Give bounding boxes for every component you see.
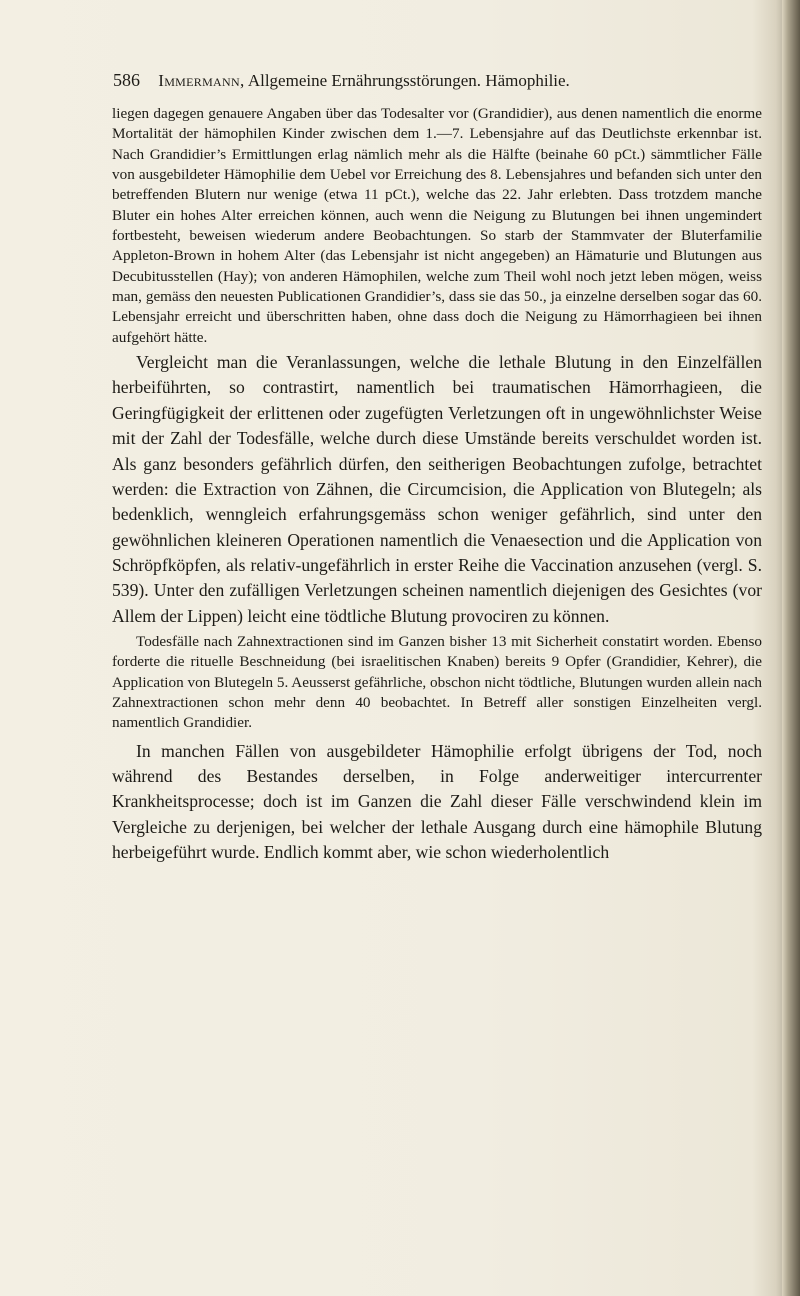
page-binding-shadow bbox=[782, 0, 800, 1296]
running-header bbox=[113, 68, 733, 92]
header-title: Allgemeine Ernährungsstörungen. Hämophilie. bbox=[247, 71, 570, 90]
header-author: Immermann, bbox=[158, 71, 245, 90]
paragraph-small-2: Todesfälle nach Zahnextractionen sind im Ganzen bisher 13 mit Sicherheit constatirt worden. Ebenso forderte die rituelle Beschneidung (bei israelitischen Knaben) bereits 9 Opfer (Grandidier, Kehrer), die Application von Blutegeln 5. Aeusserst gefährliche, obschon nicht tödtliche, Blutungen wurden allein nach Zahnextractionen schon mehr denn 40 beobachtet. In Betreff aller sonstigen Einzelheiten vergl. namentlich Grandidier. bbox=[112, 632, 762, 732]
paragraph-small-1: liegen dagegen genauere Angaben über das Todesalter vor (Grandidier), aus denen namentlich die enorme Mortalität der hämophilen Kinder zwischen dem 1.—7. Lebensjahre auf das Deutlichste erkennbar ist. Nach Grandidier’s Ermittlungen erlag nämlich mehr als die Hälfte (beinahe 60 pCt.) sämmtlicher Fälle von ausgebildeter Hämophilie dem Uebel vor Erreichung des 8. Lebensjahres und befanden sich unter den betreffenden Blutern nur wenige (etwa 11 pCt.), welche das 22. Jahr erlebten. Dass trotzdem manche Bluter ein hohes Alter erreichen können, auch wenn die Neigung zu Blutungen bei ihnen ungemindert fortbesteht, beweisen wiederum andere Beobachtungen. So starb der Stammvater der Bluterfamilie Appleton-Brown in hohem Alter (das Lebensjahr ist nicht angegeben) an Hämaturie und Blutungen aus Decubitusstellen (Hay); von anderen Hämophilen, welche zum Theil wohl noch jetzt leben mögen, weiss man, gemäss den neuesten Publicationen Grandidier’s, dass sie das 50., ja einzelne derselben sogar das 60. Lebensjahr erreicht und überschritten haben, ohne dass doch die Neigung zu Hämorrhagieen bei ihnen aufgehört hätte. bbox=[112, 105, 762, 346]
paragraph-large-1: Vergleicht man die Veranlassungen, welche die lethale Blutung in den Einzelfällen herbeiführten, so contrastirt, namentlich bei traumatischen Hämorrhagieen, die Geringfügigkeit der erlittenen oder zugefügten Verletzungen oft in ungewöhnlichster Weise mit der Zahl der Todesfälle, welche durch diese Umstände bereits verschuldet worden ist. Als ganz besonders gefährlich dürfen, den seitherigen Beobachtungen zufolge, betrachtet werden: die Extraction von Zähnen, die Circumcision, die Application von Blutegeln; als bedenklich, wenngleich erfahrungsgemäss schon weniger gefährlich, sind unter den gewöhnlichen kleineren Operationen namentlich die Venaesection und die Application von Schröpfköpfen, als relativ-ungefährlich in erster Reihe die Vaccination anzusehen (vergl. S. 539). Unter den zufälligen Verletzungen scheinen namentlich diejenigen des Gesichtes (vor Allem der Lippen) leicht eine tödtliche Blutung provociren zu können. bbox=[112, 352, 762, 626]
body-text bbox=[112, 104, 762, 865]
page-number: 586 bbox=[113, 70, 140, 90]
paragraph-large-2: In manchen Fällen von ausgebildeter Hämophilie erfolgt übrigens der Tod, noch während des Bestandes derselben, in Folge anderweitiger intercurrenter Krankheitsprocesse; doch ist im Ganzen die Zahl dieser Fälle verschwindend klein im Vergleiche zu derjenigen, bei welcher der lethale Ausgang durch eine hämophile Blutung herbeigeführt wurde. Endlich kommt aber, wie schon wiederholentlich bbox=[112, 740, 762, 862]
